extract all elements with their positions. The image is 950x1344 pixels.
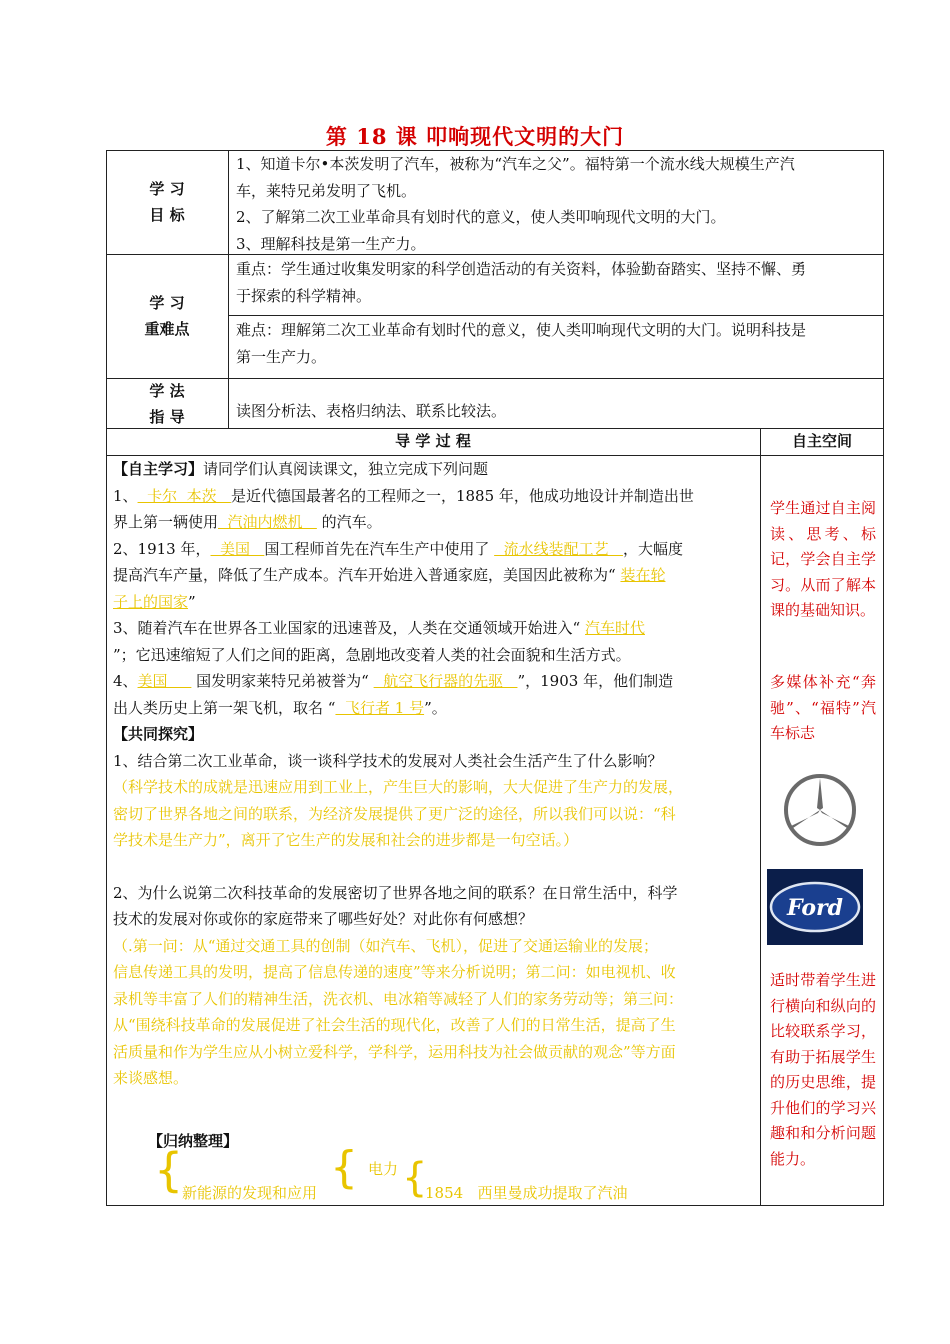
- q1-answer-2: 汽油内燃机: [218, 513, 317, 531]
- space-header: 自主空间: [791, 432, 852, 450]
- side-note-1: 学生通过自主阅读、思考、标记，学会自主学习。从而了解本课的基础知识。: [770, 499, 876, 619]
- q2-text: 提高汽车产量，降低了生产成本。汽车开始进入普通家庭，美国因此被称为“: [113, 566, 621, 584]
- q4-answer-3: 飞行者 1 号: [335, 698, 425, 717]
- ford-logo-icon: [767, 869, 863, 945]
- q2-answer-3a: 装在轮: [620, 566, 666, 584]
- difficulty-text: [236, 317, 881, 370]
- keypoints-label: [106, 290, 228, 342]
- q4-text: ”。: [424, 698, 447, 717]
- objectives-label-line2: 目 标: [149, 206, 185, 224]
- explore-answer-2-line: 从“围绕科技革命的发展促进了社会生活的现代化，改善了人们的日常生活，提高了生: [113, 1016, 676, 1034]
- self-study-intro: 请同学们认真阅读课文，独立完成下列问题: [203, 460, 489, 478]
- q1-text: 界上第一辆使用: [113, 513, 219, 531]
- objective-line: 1、知道卡尔•本茨发明了汽车，被称为“汽车之父”。福特第一个流水线大规模生产汽: [236, 155, 795, 173]
- explore-answer-1-line: 密切了世界各地之间的联系，为经济发展提供了更广泛的途径，所以我们可以说：“科: [113, 804, 676, 823]
- q4-answer-1: 美国: [137, 672, 192, 690]
- question-3-line2: [113, 642, 753, 669]
- question-4-line1: [113, 668, 753, 695]
- q1-answer-1: 卡尔 本茨: [137, 486, 231, 505]
- q1-text: 是近代德国最著名的工程师之一，1885 年，他成功地设计并制造出世: [230, 486, 694, 505]
- q4-answer-2: 航空飞行器的先驱: [373, 672, 518, 690]
- oil-label: 1854 西里曼成功提取了汽油: [425, 1184, 628, 1202]
- difficulty-line: 第一生产力。: [236, 347, 327, 366]
- q2-text: ”: [188, 592, 196, 611]
- left-brace-icon: {: [154, 1143, 184, 1197]
- focus-line: 重点：学生通过收集发明家的科学创造活动的有关资料，体验勤奋踏实、坚持不懈、勇: [236, 260, 807, 278]
- q3-text: ”；它迅速缩短了人们之间的距离，急剧地改变着人类的社会面貌和生活方式。: [113, 645, 631, 664]
- col-divider: [760, 428, 761, 1206]
- explore-question-2-line: 技术的发展对你或你的家庭带来了哪些好处？对此你有何感想？: [113, 910, 534, 928]
- new-energy-label: 新能源的发现和应用: [182, 1184, 318, 1202]
- explore-question-2-line: 2、为什么说第二次科技革命的发展密切了世界各地之间的联系？在日常生活中，科学: [113, 883, 678, 902]
- explore-heading: 【共同探究】: [113, 725, 204, 743]
- keypoints-label-line2: 重难点: [144, 320, 190, 338]
- explore-answer-2-line: 来谈感想。: [113, 1069, 189, 1087]
- electricity-label: 电力: [368, 1160, 399, 1178]
- question-1-line2: [113, 509, 753, 536]
- difficulty-line: 难点：理解第二次工业革命有划时代的意义，使人类叩响现代文明的大门。说明科技是: [236, 321, 807, 339]
- q3-answer: 汽车时代: [584, 619, 645, 637]
- explore-answer-2-line: 录机等丰富了人们的精神生活，洗衣机、电冰箱等减轻了人们的家务劳动等；第三问：: [113, 989, 684, 1008]
- spacer: [113, 854, 753, 880]
- objective-line: 车，莱特兄弟发明了飞机。: [236, 181, 417, 200]
- col-divider: [228, 150, 229, 428]
- q2-answer-3b: 子上的国家: [113, 592, 189, 611]
- explore-answer-1-line: 学技术是生产力”，离开了它生产的发展和社会的进步都是一句空话。）: [113, 831, 579, 849]
- q4-text: 出人类历史上第一架飞机，取名 “: [113, 698, 336, 717]
- side-note-3: 适时带着学生进行横向和纵向的比较联系学习，有助于拓展学生的历史思维，提升他们的学习兴趣和和分析问题能力。: [770, 971, 876, 1168]
- q4-number: 4、: [113, 672, 138, 690]
- middle-brace-icon: {: [330, 1142, 358, 1193]
- side-note-2: 多媒体补充“奔驰”、“福特”汽车标志: [770, 673, 876, 742]
- explore-answer-2-line: 信息传递工具的发明，提高了信息传递的速度”等来分析说明；第二问：如电视机、收: [113, 963, 676, 981]
- q2-text: 2、1913 年，: [113, 539, 211, 558]
- explore-answer-2-line: （.第一问：从“通过交通工具的创制（如汽车、飞机），促进了交通运输业的发展；: [113, 936, 658, 955]
- process-header: 导 学 过 程: [395, 432, 471, 450]
- objectives-label: [106, 176, 228, 228]
- summary-heading: 【归纳整理】: [148, 1132, 239, 1150]
- focus-line: 于探索的科学精神。: [236, 286, 372, 305]
- mercedes-logo-icon: [775, 768, 865, 854]
- method-text: 读图分析法、表格归纳法、联系比较法。: [236, 402, 507, 420]
- question-4-line2: [113, 695, 753, 722]
- ford-logo-text: Ford: [786, 895, 844, 921]
- row-divider: [228, 315, 884, 316]
- method-label-line1: 学 法: [149, 382, 185, 400]
- objective-line: 2、了解第二次工业革命具有划时代的意义，使人类叩响现代文明的大门。: [236, 208, 726, 226]
- question-2-line2: [113, 562, 753, 589]
- explore-answer-1-line: （科学技术的成就是迅速应用到工业上，产生巨大的影响，大大促进了生产力的发展，: [113, 778, 684, 796]
- question-1-line1: [113, 483, 753, 510]
- objective-line: 3、理解科技是第一生产力。: [236, 234, 426, 253]
- page-title: 第 18 课 叩响现代文明的大门: [325, 124, 625, 149]
- method-label-line2: 指 导: [149, 408, 185, 426]
- right-brace-icon: {: [402, 1155, 428, 1201]
- q2-answer-2: 流水线装配工艺: [494, 539, 623, 558]
- objectives-text: [236, 151, 881, 257]
- question-2-line3: [113, 589, 753, 616]
- objectives-label-line1: 学 习: [149, 180, 185, 198]
- question-3-line1: [113, 615, 753, 642]
- explore-question-1: 1、结合第二次工业革命，谈一谈科学技术的发展对人类社会生活产生了什么影响？: [113, 751, 663, 770]
- question-2-line1: [113, 536, 753, 563]
- method-label: [106, 378, 228, 430]
- q2-answer-1: 美国: [210, 539, 265, 558]
- self-study-heading: 【自主学习】: [113, 460, 204, 478]
- q2-text: 国工程师首先在汽车生产中使用了: [264, 539, 495, 558]
- q4-text: ”，1903 年，他们制造: [517, 672, 674, 690]
- self-study-section: [113, 456, 753, 1092]
- q2-text: ，大幅度: [622, 539, 683, 558]
- focus-text: [236, 256, 881, 309]
- q1-text: 的汽车。: [316, 513, 382, 531]
- self-study-intro-line: [113, 456, 753, 483]
- q4-text: 国发明家莱特兄弟被誉为“: [191, 672, 374, 690]
- q3-text: 3、随着汽车在世界各工业国家的迅速普及，人类在交通领域开始进入“: [113, 619, 585, 637]
- q1-number: 1、: [113, 486, 138, 505]
- keypoints-label-line1: 学 习: [149, 294, 185, 312]
- explore-answer-2-line: 活质量和作为学生应从小树立爱科学，学科学，运用科技为社会做贡献的观念”等方面: [113, 1042, 676, 1061]
